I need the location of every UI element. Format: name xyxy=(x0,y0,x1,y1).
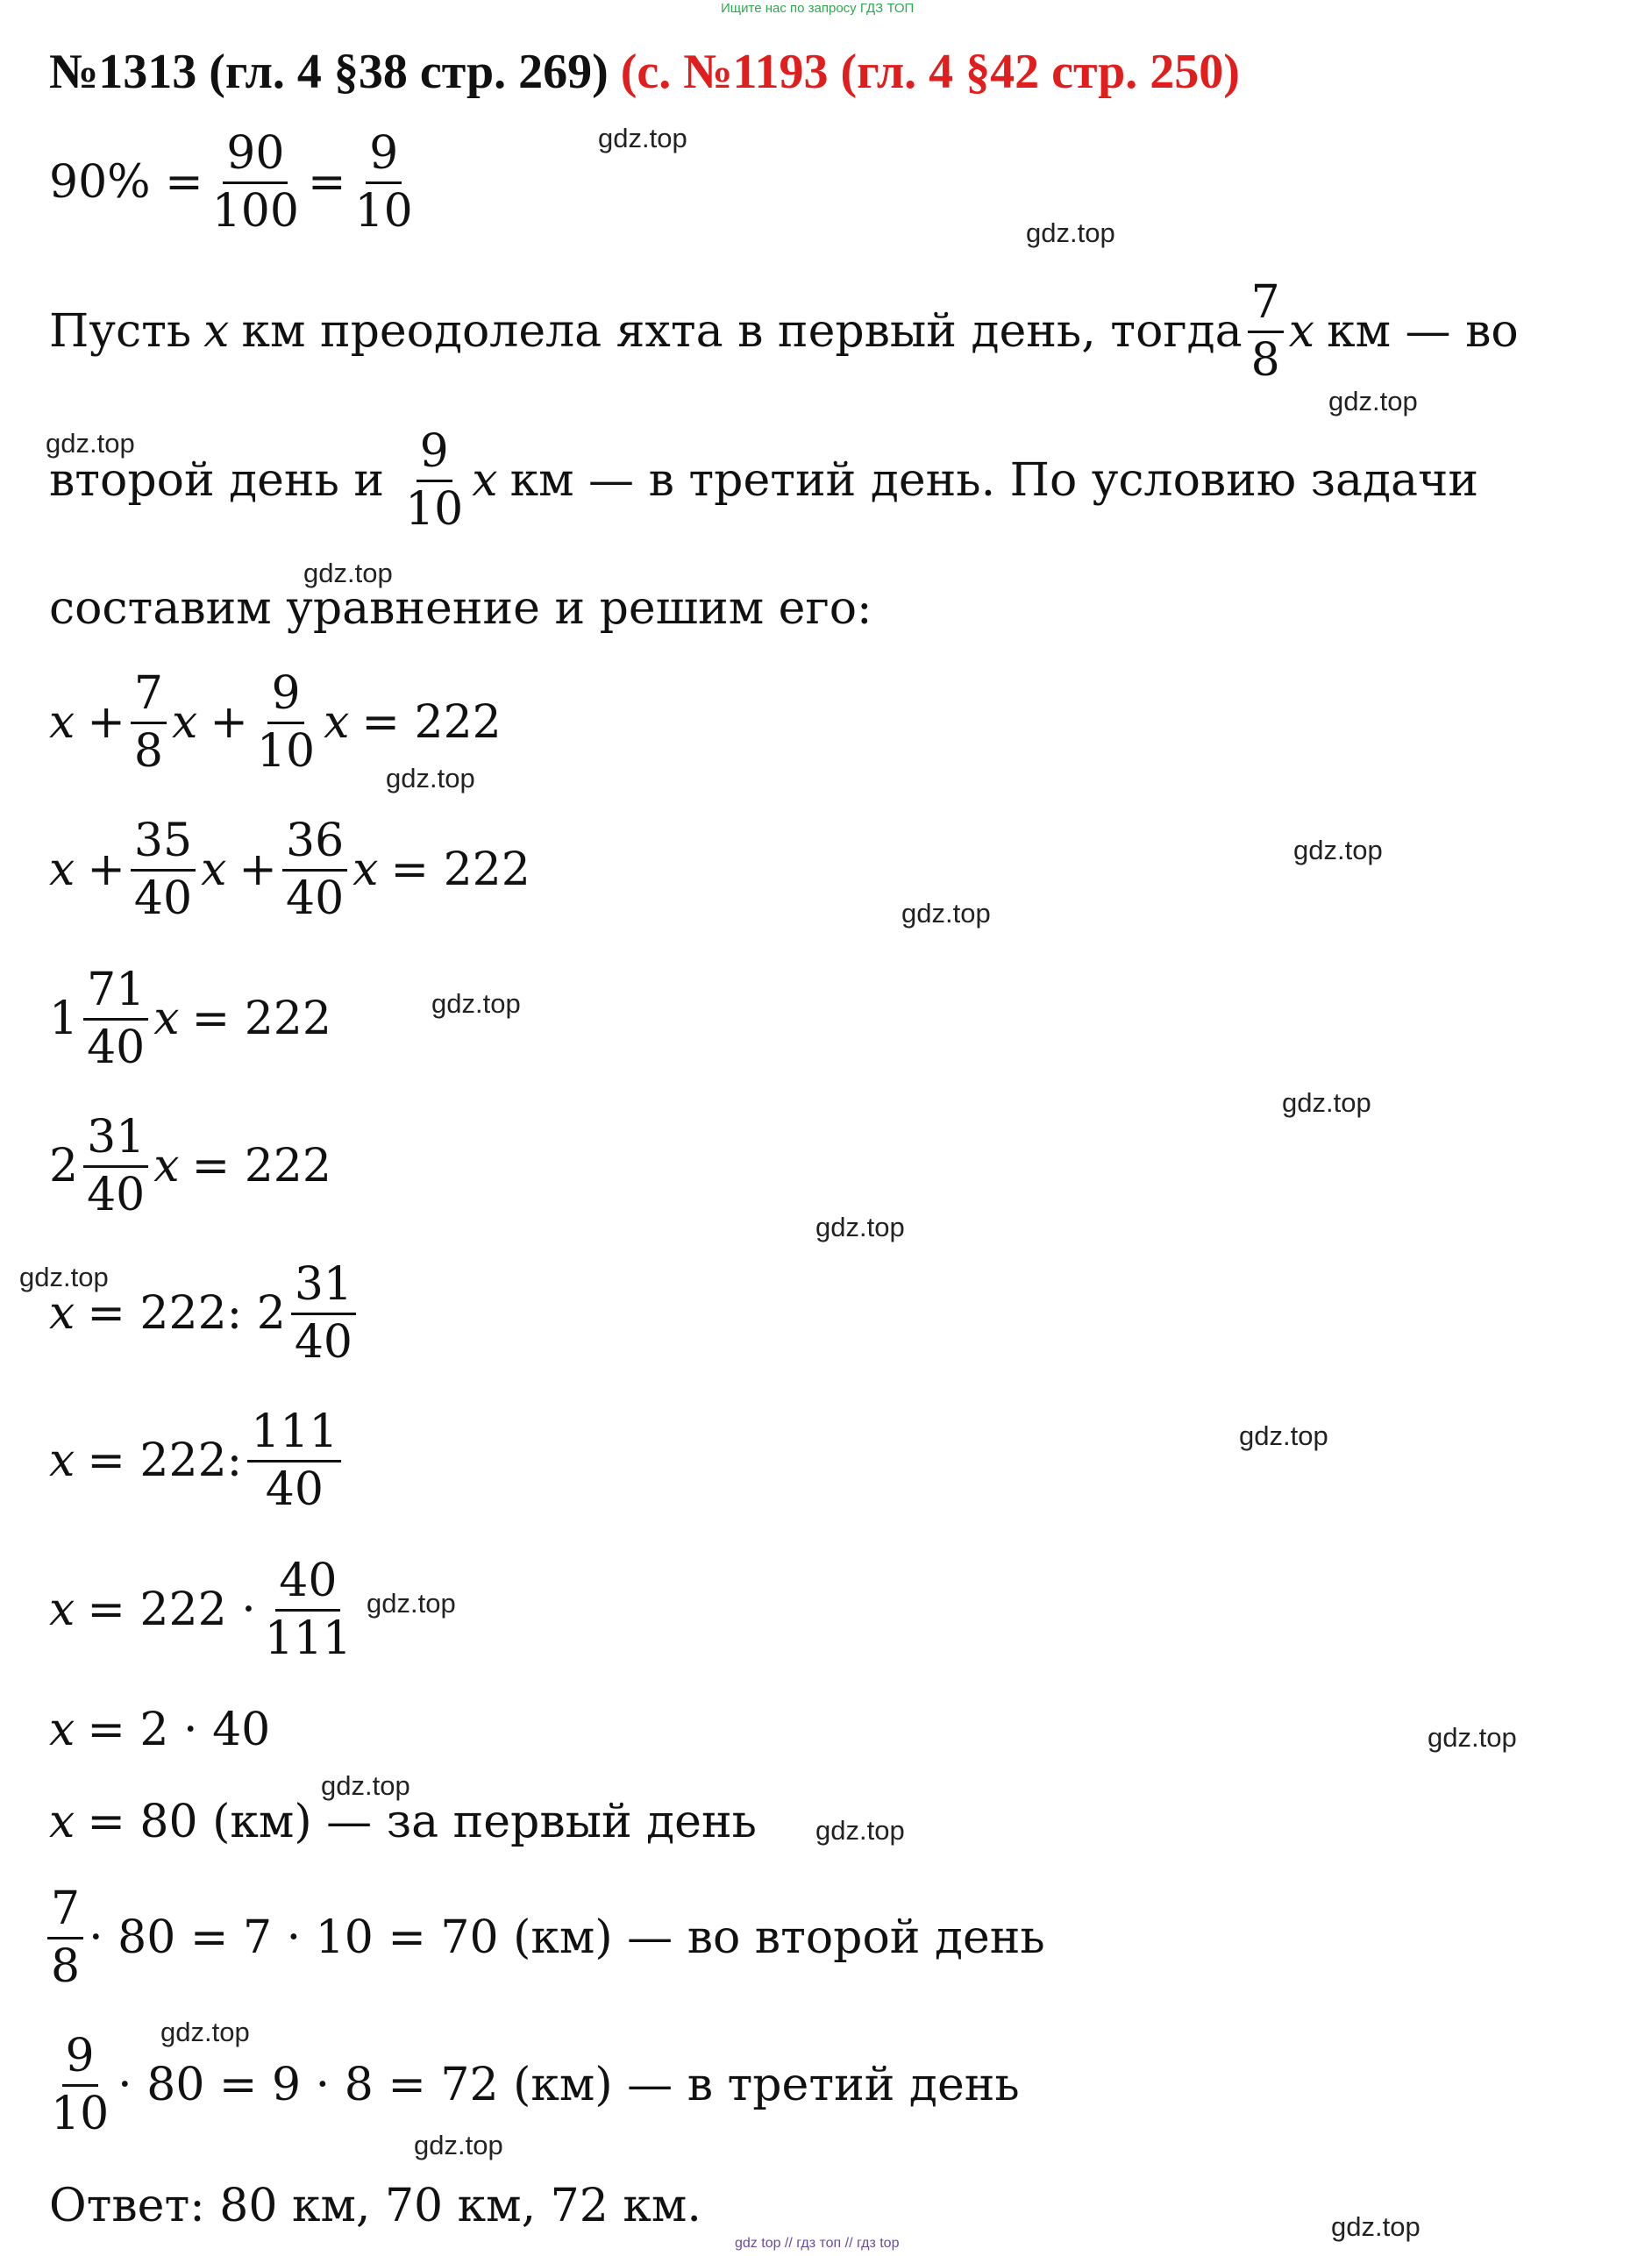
variable: x xyxy=(153,1140,180,1193)
denominator: 40 xyxy=(133,872,193,925)
variable: x xyxy=(153,993,180,1046)
whole-part: 1 xyxy=(49,993,79,1046)
numerator: 90 xyxy=(223,130,288,184)
fraction xyxy=(83,964,148,1074)
variable: x xyxy=(472,454,498,508)
fraction xyxy=(247,1406,341,1516)
answer-line: Ответ: 80 км, 70 км, 72 км. xyxy=(49,2180,701,2232)
numerator: 9 xyxy=(417,428,452,482)
numerator: 40 xyxy=(275,1557,340,1612)
variable: x xyxy=(49,1287,75,1341)
numerator: 9 xyxy=(62,2032,98,2087)
equation-6 xyxy=(49,1406,346,1516)
fraction xyxy=(131,815,196,925)
fraction xyxy=(47,1882,83,1993)
variable: x xyxy=(203,305,230,359)
watermark: gdz.top xyxy=(598,123,687,153)
fraction xyxy=(291,1258,356,1369)
watermark: gdz.top xyxy=(1026,217,1115,248)
text: Пусть xyxy=(49,305,192,359)
expression: = 222 · xyxy=(87,1583,256,1637)
denominator: 10 xyxy=(256,724,316,778)
equation-4 xyxy=(49,1111,331,1221)
variable: x xyxy=(324,696,350,750)
text-line-2 xyxy=(49,276,1519,387)
variable: x xyxy=(201,843,227,897)
fraction xyxy=(352,127,417,238)
watermark: gdz.top xyxy=(1328,386,1418,416)
result: = 222 xyxy=(191,993,331,1046)
denominator: 100 xyxy=(211,184,299,238)
variable: x xyxy=(172,696,198,750)
denominator: 10 xyxy=(51,2087,110,2140)
denominator: 40 xyxy=(285,872,345,925)
fraction xyxy=(47,2032,112,2138)
denominator: 40 xyxy=(265,1462,324,1516)
whole-part: 2 xyxy=(49,1140,79,1193)
numerator: 31 xyxy=(83,1114,148,1168)
equation-1 xyxy=(49,667,502,778)
percent-text: 90% = xyxy=(49,156,203,210)
operator: + xyxy=(87,843,125,897)
watermark: gdz.top xyxy=(321,1770,410,1801)
variable: x xyxy=(49,696,75,750)
variable: x xyxy=(49,1583,75,1637)
equation-9 xyxy=(49,1796,757,1848)
text: км — в третий день. По условию задачи xyxy=(509,454,1479,508)
fraction xyxy=(402,425,466,536)
watermark: gdz.top xyxy=(367,1588,456,1619)
equation-10 xyxy=(42,1882,1045,1993)
text: км — во xyxy=(1327,305,1519,359)
watermark: gdz.top xyxy=(901,898,991,929)
denominator: 40 xyxy=(294,1315,352,1369)
text-line-4: составим уравнение и решим его: xyxy=(49,582,872,635)
expression: · 80 = 7 · 10 = 70 (км) — во второй день xyxy=(89,1911,1045,1965)
text: км преодолела яхта в первый день, тогда xyxy=(241,305,1243,359)
fraction xyxy=(83,1111,148,1221)
expression: = 222: 2 xyxy=(87,1287,286,1341)
variable: x xyxy=(49,1796,75,1848)
watermark: gdz.top xyxy=(815,1815,905,1846)
variable: x xyxy=(49,1704,75,1756)
fraction xyxy=(209,127,303,238)
watermark: gdz.top xyxy=(46,428,135,459)
watermark: gdz.top xyxy=(414,2130,503,2160)
equation-2 xyxy=(49,815,530,925)
fraction xyxy=(253,667,318,778)
bottom-note: gdz top // гдз топ // гдз top xyxy=(735,2236,900,2251)
watermark: gdz.top xyxy=(431,988,521,1019)
numerator: 7 xyxy=(1248,279,1284,333)
variable: x xyxy=(1288,305,1315,359)
equation-7 xyxy=(49,1555,360,1665)
denominator: 8 xyxy=(51,1939,81,1993)
numerator: 35 xyxy=(131,817,196,872)
denominator: 8 xyxy=(133,724,163,778)
watermark: gdz.top xyxy=(19,1262,109,1292)
watermark: gdz.top xyxy=(815,1212,905,1242)
numerator: 31 xyxy=(291,1261,356,1315)
equation-11 xyxy=(42,2032,1020,2138)
equation-3 xyxy=(49,964,331,1074)
title-main: №1313 (гл. 4 §38 стр. 269) xyxy=(49,45,609,99)
denominator: 40 xyxy=(87,1168,146,1221)
equals-sign: = xyxy=(307,156,346,210)
fraction xyxy=(261,1555,355,1665)
watermark: gdz.top xyxy=(1293,835,1383,865)
variable: x xyxy=(352,843,379,897)
fraction xyxy=(282,815,347,925)
variable: x xyxy=(49,1434,75,1488)
watermark: gdz.top xyxy=(1282,1087,1371,1118)
page-title xyxy=(49,44,1240,100)
watermark: gdz.top xyxy=(1331,2211,1421,2242)
operator: + xyxy=(210,696,248,750)
numerator: 71 xyxy=(83,966,148,1021)
result: = 222 xyxy=(390,843,530,897)
fraction xyxy=(1248,276,1284,387)
denominator: 8 xyxy=(1250,333,1280,387)
result: = 222 xyxy=(191,1140,331,1193)
equation-8 xyxy=(49,1704,271,1756)
variable: x xyxy=(49,843,75,897)
numerator: 7 xyxy=(131,670,167,724)
watermark: gdz.top xyxy=(1239,1420,1328,1451)
expression: = 80 (км) — за первый день xyxy=(87,1796,757,1848)
text: второй день и xyxy=(49,454,385,508)
watermark: gdz.top xyxy=(303,558,393,588)
denominator: 40 xyxy=(87,1021,146,1074)
title-alt: (с. №1193 (гл. 4 §42 стр. 250) xyxy=(620,45,1240,99)
watermark: gdz.top xyxy=(1428,1722,1517,1753)
percent-line xyxy=(49,127,422,238)
watermark: gdz.top xyxy=(160,2017,250,2047)
operator: + xyxy=(87,696,125,750)
denominator: 10 xyxy=(405,482,464,536)
fraction xyxy=(131,667,167,778)
denominator: 111 xyxy=(264,1612,352,1665)
numerator: 7 xyxy=(47,1885,83,1939)
top-note: Ищите нас по запросу ГДЗ ТОП xyxy=(721,1,915,16)
denominator: 10 xyxy=(354,184,413,238)
watermark: gdz.top xyxy=(386,763,475,794)
numerator: 36 xyxy=(282,817,347,872)
expression: = 2 · 40 xyxy=(87,1704,271,1756)
result: = 222 xyxy=(361,696,502,750)
expression: = 222: xyxy=(87,1434,243,1488)
numerator: 9 xyxy=(267,670,303,724)
operator: + xyxy=(239,843,277,897)
expression: · 80 = 9 · 8 = 72 (км) — в третий день xyxy=(117,2059,1020,2112)
numerator: 9 xyxy=(366,130,402,184)
text-line-3 xyxy=(49,425,1479,536)
numerator: 111 xyxy=(247,1408,341,1462)
